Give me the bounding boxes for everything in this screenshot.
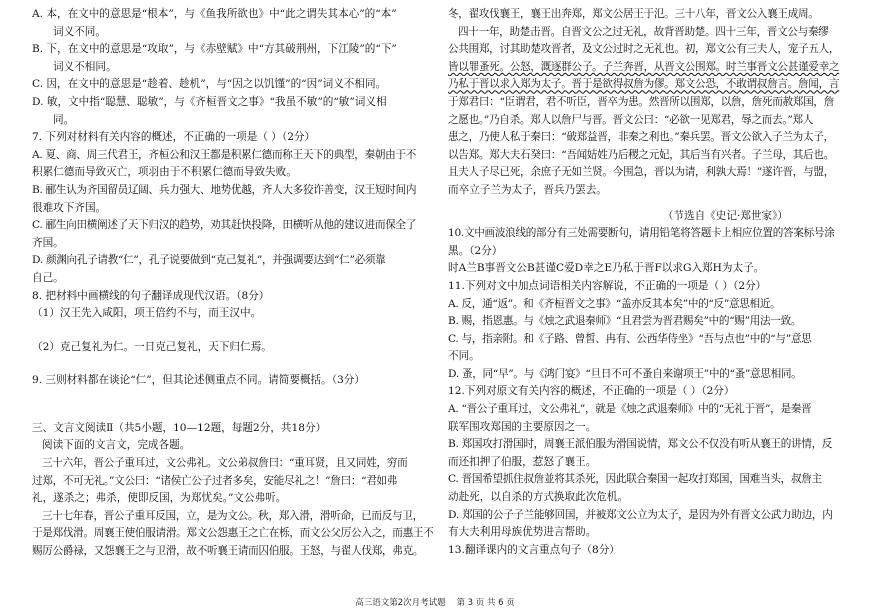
q12-option-d: D. 郑国的公子子兰能够回国，并被郑文公立为太子，是因为外有晋文公武力助边，内 (448, 508, 833, 521)
q11-option-a: A. 反，通“返”。和《齐桓晋文之事》“盖亦反其本矣”中的“反”意思相近。 (448, 297, 781, 310)
q12-option-a-cont: 联军围攻郑国的主要原因之一。 (448, 420, 597, 433)
section-three-heading: 三、文言文阅读Ⅱ（共5小题，10—12题，每题2分，共18分） (32, 421, 327, 434)
q12-option-c-cont: 动赴死，以自杀的方式换取此次危机。 (448, 491, 629, 504)
wavy-underlined-text: 乃私于晋以求入郑为太子。晋于是欲得叔詹为僇。郑文公恐，不敢谓叔詹言。詹闻，言 (448, 78, 840, 91)
q7-option-a: A. 夏、商、周三代君王，齐桓公和汉王都是积累仁德而称王天下的典型，秦朝由于不 (32, 148, 417, 161)
q12-option-d-cont: 有大夫利用母族优势进言帮助。 (448, 526, 597, 539)
q7-option-b: B. 郦生认为齐国留员辽阔、兵力强大、地势优越，齐人大多狡诈善变，汉王短时间内 (32, 183, 417, 196)
right-column (448, 6, 848, 559)
q7-option-a-cont: 积累仁德而导致灭亡，项羽由于不积累仁德而导致失败。 (32, 166, 297, 179)
q6-option-c: C. 因，在文中的意思是“趁着、趁机”，与“因之以饥馑”的“因”词义不相同。 (32, 78, 387, 91)
q6-option-d: D. 敏，文中指“聪慧、聪敏”，与《齐桓晋文之事》“我虽不敏”的“敏”词义相 (32, 95, 387, 108)
passage-line: 患之，乃使人私于秦曰：“破郑益晋，非秦之利也。”秦兵罢。晋文公欲入子兰为太子， (448, 131, 834, 144)
page-footer (0, 596, 870, 608)
q12-option-c: C. 晋国希望抓住叔詹並将其杀死，因此联合秦国一起攻打郑国，国难当头，叔詹主 (448, 473, 822, 486)
q6-option-b-cont: 词义不相同。 (53, 60, 117, 73)
q6-option-d-cont: 同。 (53, 113, 75, 126)
passage-line: 四十一年，助楚击晋。自晋文公之过无礼，故背晋助楚。四十三年，晋文公与秦缪 (458, 25, 829, 38)
q10-stem-cont: 黑。（2分） (448, 244, 503, 257)
passage-line: 三十七年春，晋公子重耳反国，立，是为文公。秋，郑入滑，滑听命，已而反与卫， (42, 509, 423, 522)
q9-stem: 9. 三则材料都在谈论“仁”，但其论述侧重点不同。请简要概括。（3分） (32, 374, 365, 387)
wavy-underlined-text: 皆以罪蚤死。公怒，溉逐群公子。子兰奔晋，从晋文公围郑。时兰事晋文公甚谨爱幸之 (448, 60, 840, 73)
q10-stem: 10.文中画波浪线的部分有三处需要断句，请用铅笔将答题卡上相应位置的答案标号涂 (448, 227, 835, 240)
passage-line (448, 59, 848, 77)
q11-option-d: D. 蚤，同“早”。与《鸿门宴》“旦日不可不蚤自来谢项王”中的“蚤”意思相同。 (448, 367, 802, 380)
q7-option-c-cont: 齐国。 (32, 236, 64, 249)
passage-line: 过郑，不可无礼。”文公曰：“诸侯亡公子过者多矣，安能尽礼之！”詹曰：“君如弗 (32, 474, 398, 487)
q8-sentence-1: （1）汉王先入咸阳，项王倍约不与，而王汉中。 (32, 307, 262, 320)
q11-option-b: B. 赐，指恩惠。与《烛之武退秦师》“且君尝为晋君赐矣”中的“赐”用法一致。 (448, 315, 802, 328)
passage-line: 于是郑伐滑。周襄王使伯服请滑。郑文公怨惠王之亡在栎，而文公父厉公入之，而惠王不 (32, 527, 434, 540)
q8-sentence-2: （2）克己复礼为仁。一日克己复礼，天下归仁焉。 (32, 340, 272, 353)
passage-source: （节选自《史记·郑世家》） (662, 209, 788, 222)
left-column (32, 6, 434, 561)
exam-title: 高三语文第2次月考试题 (355, 598, 446, 608)
passage-line: 之愿也。”乃自杀。郑人以詹尸与晋。晋文公曰：“必欲一见郑君，辱之而去。”郑人 (448, 113, 814, 126)
q11-stem: 11.下列对文中加点词语相关内容解说，不正确的一项是（ ）（2分） (448, 279, 767, 292)
q8-stem: 8. 把材料中画横线的句子翻译成现代汉语。（8分） (32, 289, 270, 302)
passage-line: 而卒立子兰为太子，晋兵乃罢去。 (448, 183, 607, 196)
passage-line: 三十六年，晋公子重耳过，文公弗礼。文公弟叔詹曰：“重耳贤，且又同姓，穷而 (42, 457, 408, 470)
q11-option-c-cont: 不同。 (448, 350, 480, 363)
q12-option-a: A. “晋公子重耳过，文公弗礼”，就是《烛之武退秦师》中的“无礼于晋”，是秦晋 (448, 403, 812, 416)
q7-option-b-cont: 很难攻下齐国。 (32, 201, 107, 214)
q7-option-c: C. 郦生向田横阐述了天下归汉的趋势，劝其赶快投降，田横听从他的建议进而保全了 (32, 219, 417, 232)
passage-line: 礼，遂杀之；弗杀，使即反国，为郑忧矣。”文公弗听。 (32, 492, 287, 505)
q10-sentence: 时A兰B事晋文公B甚谨C爱D幸之E乃私于晋F以求G入郑H为太子。 (448, 262, 765, 275)
passage-line: 赐厉公爵禄，又怨襄王之与卫滑，故不听襄王请而囚伯服。王怒，与翟人伐郑，弗克。 (32, 545, 424, 558)
passage-line: 于郑君曰：“臣谓君，君不听臣，晋卒为患。然晋所以围郑，以詹，詹死而赦郑国，詹 (448, 95, 834, 108)
passage-line: 公共围郑，讨其助楚攻晋者，及文公过时之无礼也。初，郑文公有三夫人，宠子五人， (448, 43, 840, 56)
passage-line: 冬，翟攻伐襄王，襄王出奔郑，郑文公居王于氾。三十八年，晋文公入襄王成周。 (448, 8, 819, 20)
passage-line (448, 76, 848, 94)
section-three-instruction: 阅读下面的文言文，完成各题。 (42, 439, 191, 452)
q6-option-a: A. 本，在文中的意思是“根本”，与《鱼我所欲也》中“此之谓失其本心”的“本” (32, 8, 397, 20)
passage-line: 以告郑。郑大夫石癸曰：“吾闻姞姓乃后稷之元妃，其后当有兴者。子兰母，其后也。 (448, 148, 834, 161)
q11-option-c: C. 与，指亲附。和《子路、曾皙、冉有、公西华侍坐》“吾与点也”中的“与”意思 (448, 332, 812, 345)
q12-option-b-cont: 而还扣押了伯服，惹怒了襄王。 (448, 455, 597, 468)
q7-stem: 7. 下列对材料有关内容的概述，不正确的一项是（ ）（2分） (32, 131, 316, 144)
q7-option-d-cont: 自己。 (32, 271, 64, 284)
q12-option-b: B. 郑国攻打滑国时，周襄王派伯服为滑国说情，郑文公不仅没有听从襄王的讲情，反 (448, 438, 833, 451)
page-number: 第 3 页 共 6 页 (456, 598, 515, 608)
q7-option-d: D. 颜渊向孔子请教“仁”，孔子说要做到“克己复礼”，并强调要达到“仁”必须靠 (32, 254, 386, 267)
q6-option-b: B. 下，在文中的意思是“攻取”，与《赤壁赋》中“方其破荆州，下江陵”的“下” (32, 43, 397, 56)
q12-stem: 12.下列对原文有关内容的概述，不正确的一项是（ ）（2分） (448, 385, 735, 398)
passage-line: 且夫人子尽已死，余庶子无如兰贤。今围急，晋以为请，利孰大焉！”遂许晋，与盟， (448, 166, 834, 179)
q13-stem: 13.翻译课内的文言重点句子（8分） (448, 543, 620, 556)
q6-option-a-cont: 词义不同。 (53, 25, 106, 38)
